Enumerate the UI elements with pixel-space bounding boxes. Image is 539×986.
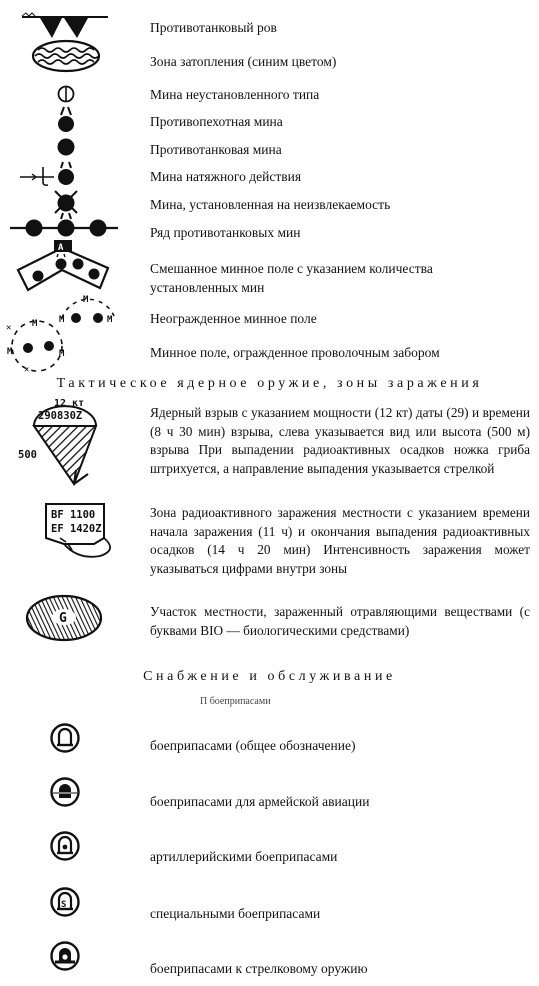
unknown-mine-icon <box>56 84 76 104</box>
section-heading: Снабжение и обслуживание <box>143 669 396 684</box>
svg-text:M: M <box>32 319 38 329</box>
anti-tank-mine-icon <box>55 136 77 158</box>
supply-item-label: боеприпасами для армейской авиации <box>150 794 370 809</box>
svg-text:✕: ✕ <box>6 323 12 333</box>
svg-text:M: M <box>83 295 89 305</box>
svg-text:290830Z: 290830Z <box>38 410 83 422</box>
legend-text: Минное поле, огражденное проволочным забором <box>150 345 440 360</box>
fenced-minefield-icon <box>4 314 70 374</box>
small-arms-ammo-icon <box>49 940 81 972</box>
svg-text:EF 1420Z: EF 1420Z <box>51 523 102 535</box>
flood-zone-icon <box>30 38 102 74</box>
section-subheading: П боеприпасами <box>200 696 271 707</box>
legend-text: Противотанковая мина <box>150 142 282 157</box>
section-heading: Тактическое ядерное оружие, зоны заражения <box>56 376 483 391</box>
nuclear-burst-icon <box>18 392 104 488</box>
svg-text:M: M <box>59 349 65 359</box>
legend-text: Противопехотная мина <box>150 114 283 129</box>
supply-item-label: артиллерийскими боеприпасами <box>150 849 338 864</box>
special-ammo-icon <box>49 886 81 918</box>
supply-item-label: боеприпасами к стрелковому оружию <box>150 961 368 976</box>
artillery-ammo-icon <box>49 830 81 862</box>
svg-text:500: 500 <box>18 449 37 461</box>
anti-tank-ditch-icon <box>20 8 110 42</box>
supply-item-label: боеприпасами (общее обозначение) <box>150 738 356 753</box>
supply-item-label: специальными боеприпасами <box>150 906 321 921</box>
legend-text: Зона затопления (синим цветом) <box>150 54 337 69</box>
legend-text: Неогражденное минное поле <box>150 311 317 326</box>
svg-text:G: G <box>59 611 67 626</box>
legend-text: Мина натяжного действия <box>150 169 302 184</box>
legend-text: Ряд противотанковых мин <box>150 225 301 240</box>
svg-text:M: M <box>59 315 65 325</box>
legend-text: Мина неустановленного типа <box>150 87 320 102</box>
svg-text:M: M <box>7 347 13 357</box>
chemical-zone-text: Участок местности, зараженный отравляющими веществами (с буквами BIO — биологическими средствами) <box>150 604 530 638</box>
legend-text: Противотанковый ров <box>150 20 277 35</box>
nuclear-burst-text: Ядерный взрыв с указанием мощности (12 кт) даты (29) и времени (8 ч 30 мин) взрыва, слева указывается вид или высота (500 м) взрыва При выпадении радиоактивных осадков ножка гриба штрихуется, а направление выпадения указывается стрелкой <box>150 405 530 476</box>
svg-text:12 кт: 12 кт <box>54 398 85 409</box>
legend-text: Смешанное минное поле с указанием количества установленных мин <box>150 261 433 295</box>
anti-personnel-mine-icon <box>55 105 77 135</box>
chemical-contamination-icon <box>24 592 104 644</box>
svg-text:✕: ✕ <box>24 365 30 374</box>
radioactive-zone-icon <box>38 498 128 560</box>
aviation-ammo-icon <box>49 776 81 808</box>
radioactive-zone-text: Зона радиоактивного заражения местности с указанием времени начала заражения (11 ч) и окончания выпадения радиоактивных осадков (14 ч 20 мин) Интенсивность заражения может указываться цифрами внутри зоны <box>150 505 530 576</box>
legend-text: Мина, установленная на неизвлекаемость <box>150 197 391 212</box>
svg-text:M: M <box>107 315 113 325</box>
ammo-icon <box>49 722 81 754</box>
tripwire-mine-icon <box>18 158 80 188</box>
svg-text:S: S <box>61 900 67 910</box>
svg-text:A: A <box>58 243 64 253</box>
svg-text:BF 1100: BF 1100 <box>51 509 96 521</box>
